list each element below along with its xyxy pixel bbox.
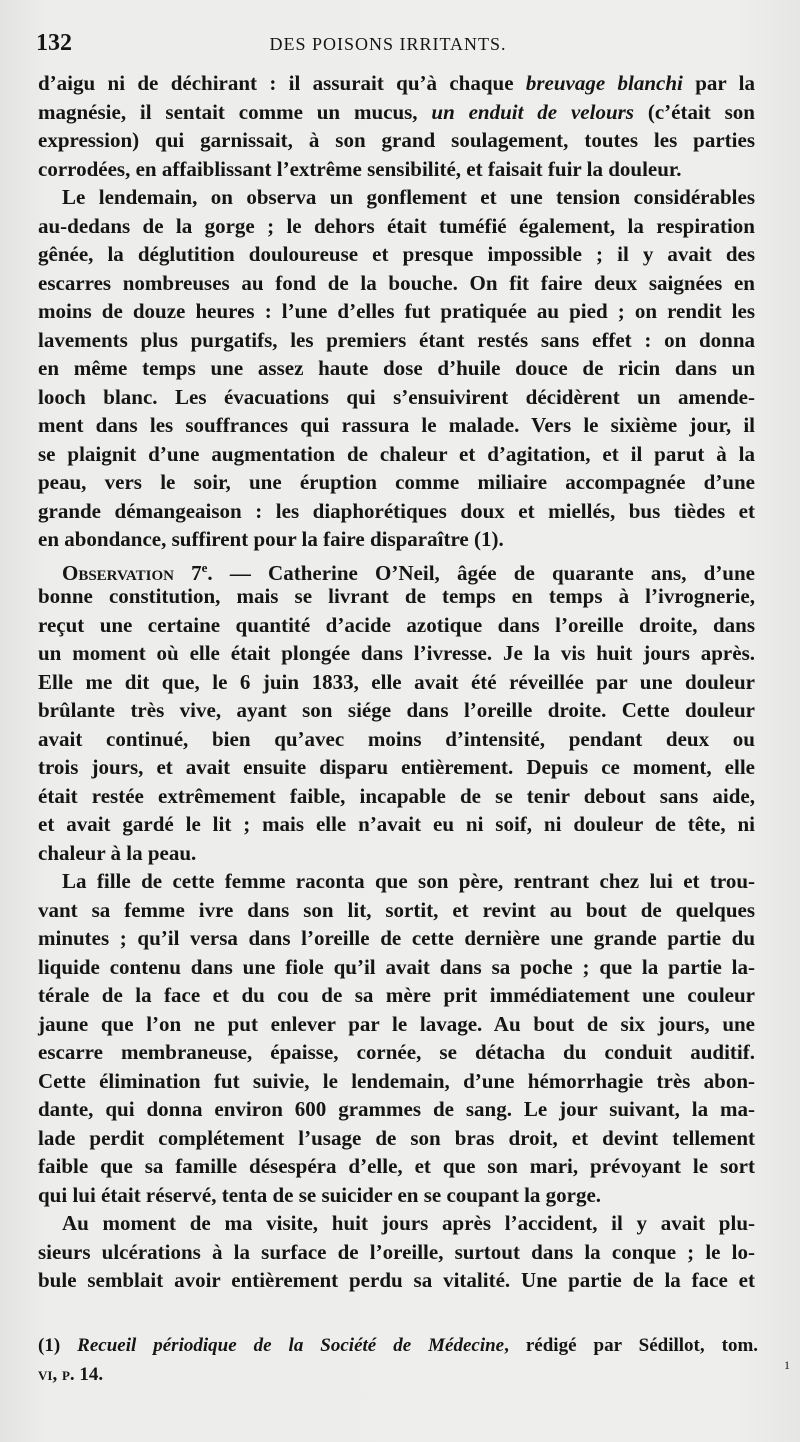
body-text — [38, 69, 755, 1295]
text-segment: Observation — [62, 560, 174, 585]
text-line — [38, 183, 755, 212]
text-line — [38, 1266, 755, 1295]
text-segment: térale de la face et du cou de sa mère prit immédiatement une couleur — [38, 983, 755, 1007]
text-segment: magnésie, il sentait comme un mucus, — [38, 99, 432, 124]
footnote-line — [38, 1361, 758, 1390]
text-segment: moins de douze heures : l’une d’elles fut pratiquée au pied ; on rendit les — [38, 299, 755, 323]
text-segment: grande démangeaison : les diaphorétiques doux et miellés, bus tièdes et — [38, 498, 755, 523]
text-segment: gênée, la déglutition douloureuse et presque impossible ; il y avait des — [38, 242, 755, 266]
text-segment: expression) qui garnissait, à son grand soulagement, toutes les parties — [38, 128, 755, 152]
running-title: DES POISONS IRRITANTS. — [269, 34, 507, 54]
text-segment: corrodées, en affaiblissant l’extrême sensibilité, et faisait fuir la douleur. — [38, 156, 682, 181]
text-line — [38, 98, 755, 127]
text-segment: Au moment de ma visite, huit jours après l’accident, il y avait plu- — [62, 1211, 755, 1235]
text-segment: en abondance, suffirent pour la faire disparaître (1). — [38, 527, 504, 551]
text-line — [38, 126, 755, 155]
text-segment: dante, qui donna environ 600 grammes de sang. Le jour suivant, la ma- — [38, 1097, 755, 1121]
text-line — [38, 269, 755, 298]
text-line — [38, 668, 755, 697]
text-line — [38, 867, 755, 896]
text-line — [38, 440, 755, 469]
text-segment: en même temps une assez haute dose d’huile douce de ricin dans un — [38, 356, 755, 380]
text-line — [38, 810, 755, 839]
page-number: 132 — [36, 30, 72, 56]
text-line — [38, 1124, 755, 1153]
text-line — [38, 554, 755, 583]
text-line — [38, 696, 755, 725]
text-segment: vi, p. 14. — [38, 1363, 104, 1385]
text-segment: sieurs ulcérations à la surface de l’oreille, surtout dans la conque ; le lo- — [38, 1239, 755, 1264]
text-segment: looch blanc. Les évacuations qui s’ensuivirent décidèrent un amende- — [38, 384, 755, 409]
text-segment: minutes ; qu’il versa dans l’oreille de cette dernière une grande partie du — [38, 926, 755, 950]
footnote-line — [38, 1332, 758, 1361]
text-segment: lade perdit complétement l’usage de son bras droit, et devint tellement — [38, 1125, 755, 1150]
text-line — [38, 839, 755, 868]
text-line — [38, 582, 755, 611]
text-line — [38, 782, 755, 811]
text-segment: et avait gardé le lit ; mais elle n’avait eu ni soif, ni douleur de tête, ni — [38, 812, 755, 836]
text-segment: par la — [682, 71, 755, 95]
text-segment: liquide contenu dans une fiole qu’il avait dans sa poche ; que la partie la- — [38, 954, 755, 979]
text-segment: e — [201, 559, 208, 575]
text-segment: Elle me dit que, le 6 juin 1833, elle avait été réveillée par une douleur — [38, 669, 755, 694]
text-segment: lavements plus purgatifs, les premiers étant restés sans effet : on donna — [38, 327, 755, 352]
text-line — [38, 525, 755, 554]
text-segment: peau, vers le soir, une éruption comme miliaire accompagnée d’une — [38, 470, 755, 494]
text-line — [38, 896, 755, 925]
text-segment: était restée extrêmement faible, incapable de se tenir debout sans aide, — [38, 783, 755, 808]
text-line — [38, 468, 755, 497]
text-line — [38, 981, 755, 1010]
text-segment: qui lui était réservé, tenta de se suicider en se coupant la gorge. — [38, 1182, 602, 1207]
text-line — [38, 1038, 755, 1067]
text-line — [38, 1238, 755, 1267]
text-segment: breuvage blanchi — [525, 71, 683, 95]
text-segment: avait continué, bien qu’avec moins d’intensité, pendant deux ou — [38, 726, 755, 751]
text-segment: chaleur à la peau. — [38, 840, 197, 865]
text-line — [38, 497, 755, 526]
text-segment: au-dedans de la gorge ; le dehors était tuméfié également, la respiration — [38, 213, 755, 238]
text-segment: reçut une certaine quantité d’acide azotique dans l’oreille droite, dans — [38, 612, 755, 637]
text-segment: (c’était son — [633, 99, 755, 124]
text-line — [38, 1181, 755, 1210]
text-segment: d’aigu ni de déchirant : il assurait qu’à chaque — [38, 71, 526, 95]
footnote — [38, 1332, 758, 1389]
text-segment: se plaignit d’une augmentation de chaleur et d’agitation, et il parut à la — [38, 441, 755, 466]
text-line — [38, 1152, 755, 1181]
text-line — [38, 383, 755, 412]
text-line — [38, 639, 755, 668]
text-line — [38, 240, 755, 269]
text-line — [38, 611, 755, 640]
text-segment: ment dans les souffrances qui rassura le malade. Vers le sixième jour, il — [38, 413, 755, 437]
text-segment: Cette élimination fut suivie, le lendemain, d’une hémorrhagie très abon- — [38, 1068, 755, 1093]
text-line — [38, 326, 755, 355]
text-segment: faible que sa famille désespéra d’elle, et que son mari, prévoyant le sort — [38, 1154, 755, 1178]
text-line — [38, 1067, 755, 1096]
text-segment: un enduit de velours — [431, 99, 634, 124]
text-line — [38, 1209, 755, 1238]
text-segment: vant sa femme ivre dans son lit, sortit, et revint au bout de quelques — [38, 897, 755, 922]
text-line — [38, 354, 755, 383]
text-segment: . — Catherine O’Neil, âgée de quarante ans, d’une — [207, 560, 755, 585]
text-segment: un moment où elle était plongée dans l’ivresse. Je la vis huit jours après. — [38, 641, 755, 665]
text-segment: escarre membraneuse, épaisse, cornée, se détacha du conduit auditif. — [38, 1040, 755, 1064]
text-segment: Le lendemain, on observa un gonflement et une tension considérables — [62, 185, 755, 209]
text-line — [38, 212, 755, 241]
text-line — [38, 1010, 755, 1039]
text-segment: bule semblait avoir entièrement perdu sa vitalité. Une partie de la face et — [38, 1268, 755, 1292]
text-line — [38, 924, 755, 953]
text-segment: brûlante très vive, ayant son siége dans l’oreille droite. Cette douleur — [38, 698, 755, 722]
edge-mark: 1 — [784, 1358, 790, 1372]
text-segment: Recueil périodique de la Société de Médecine — [77, 1335, 505, 1356]
text-line — [38, 155, 755, 184]
text-segment: jaune que l’on ne put enlever par le lavage. Au bout de six jours, une — [38, 1011, 755, 1036]
text-line — [38, 411, 755, 440]
text-segment: bonne constitution, mais se livrant de temps en temps à l’ivrognerie, — [38, 584, 755, 608]
text-segment: La fille de cette femme raconta que son père, rentrant chez lui et trou- — [62, 869, 755, 893]
text-line — [38, 725, 755, 754]
text-segment: (1) — [38, 1335, 78, 1356]
text-segment: escarres nombreuses au fond de la bouche. On fit faire deux saignées en — [38, 270, 755, 295]
text-line — [38, 297, 755, 326]
text-line — [38, 69, 755, 98]
text-segment: 7 — [173, 560, 202, 585]
text-line — [38, 753, 755, 782]
text-segment: , rédigé par Sédillot, tom. — [504, 1335, 759, 1356]
page-header — [36, 30, 740, 64]
text-segment: trois jours, et avait ensuite disparu entièrement. Depuis ce moment, elle — [38, 755, 755, 779]
text-line — [38, 1095, 755, 1124]
text-line — [38, 953, 755, 982]
